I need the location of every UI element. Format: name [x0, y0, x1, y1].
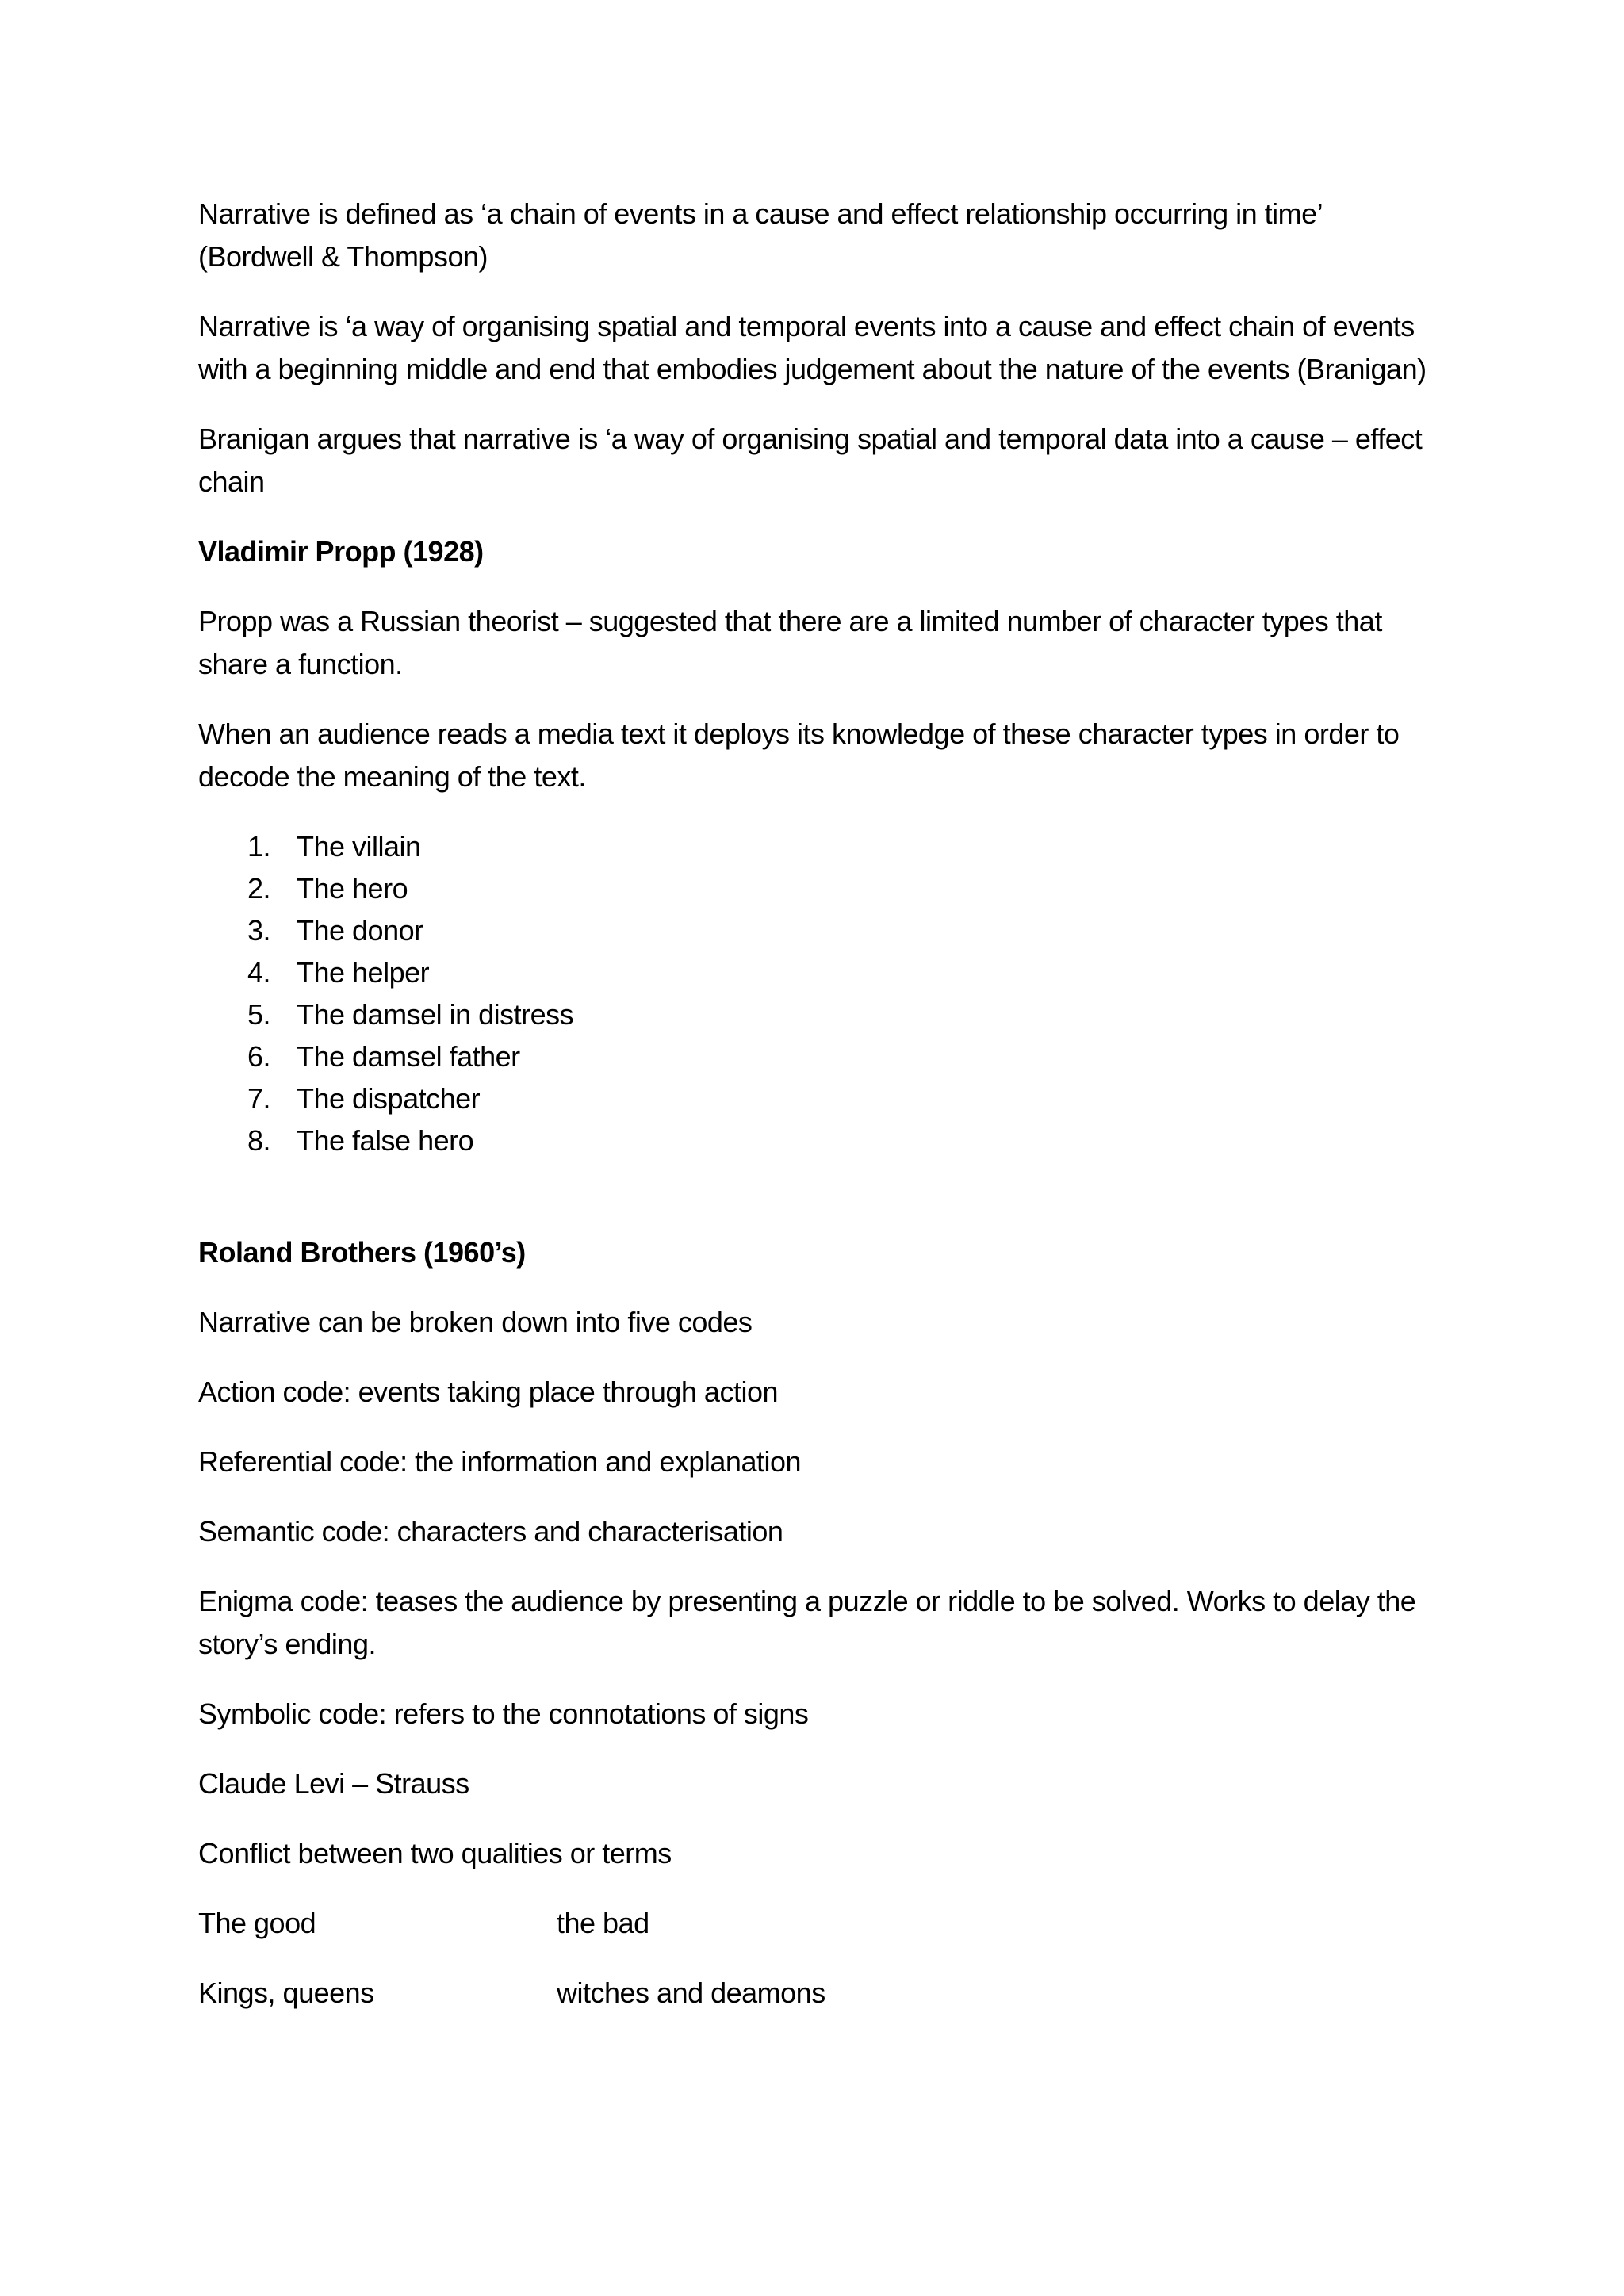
list-item	[198, 909, 1443, 951]
paragraph-narrative-definition-branigan: Narrative is ‘a way of organising spatial and temporal events into a cause and effect chain of events with a beginning middle and end that embodies judgement about the nature of the events (Branigan)	[198, 310, 1427, 385]
paragraph-propp-audience: When an audience reads a media text it deploys its knowledge of these character types in order to decode the meaning of the text.	[198, 718, 1400, 793]
list-number: 5.	[247, 998, 271, 1031]
document-body	[198, 193, 1443, 2042]
opposition-right: the bad	[557, 1907, 649, 1939]
list-text: The dispatcher	[297, 1082, 481, 1115]
list-number: 7.	[247, 1082, 271, 1115]
blank-line	[198, 1188, 1443, 1231]
paragraph-five-codes: Narrative can be broken down into five codes	[198, 1306, 753, 1338]
opposition-right: witches and deamons	[557, 1976, 825, 2009]
opposition-left: Kings, queens	[198, 1976, 374, 2009]
list-number: 4.	[247, 956, 271, 989]
paragraph-branigan-argument: Branigan argues that narrative is ‘a way of organising spatial and temporal data into a cause – effect chain	[198, 423, 1423, 498]
paragraph-levi-strauss: Claude Levi – Strauss	[198, 1767, 469, 1800]
list-text: The helper	[297, 956, 430, 989]
list-number: 6.	[247, 1040, 271, 1073]
list-text: The false hero	[297, 1124, 474, 1157]
paragraph-action-code: Action code: events taking place through action	[198, 1376, 778, 1408]
list-number: 2.	[247, 872, 271, 905]
paragraph-propp-theory: Propp was a Russian theorist – suggested that there are a limited number of character types that share a function.	[198, 605, 1382, 680]
list-number: 1.	[247, 830, 271, 863]
paragraph-semantic-code: Semantic code: characters and characterisation	[198, 1515, 783, 1548]
list-text: The hero	[297, 872, 408, 905]
list-item	[198, 1035, 1443, 1077]
paragraph-referential-code: Referential code: the information and explanation	[198, 1445, 802, 1478]
list-item	[198, 951, 1443, 993]
paragraph-symbolic-code: Symbolic code: refers to the connotations of signs	[198, 1697, 809, 1730]
opposition-left: The good	[198, 1907, 316, 1939]
list-text: The damsel father	[297, 1040, 520, 1073]
binary-opposition-row	[198, 1902, 1443, 1945]
list-item	[198, 867, 1443, 909]
list-text: The villain	[297, 830, 421, 863]
list-text: The damsel in distress	[297, 998, 574, 1031]
paragraph-conflict: Conflict between two qualities or terms	[198, 1837, 672, 1869]
list-item	[198, 1119, 1443, 1161]
list-item	[198, 993, 1443, 1035]
propp-character-list	[198, 825, 1443, 1161]
paragraph-enigma-code: Enigma code: teases the audience by presenting a puzzle or riddle to be solved. Works to delay the story’s ending.	[198, 1585, 1416, 1660]
heading-propp: Vladimir Propp (1928)	[198, 535, 484, 568]
list-text: The donor	[297, 914, 423, 947]
list-number: 3.	[247, 914, 271, 947]
list-item	[198, 1077, 1443, 1119]
heading-roland-brothers: Roland Brothers (1960’s)	[198, 1236, 526, 1269]
list-number: 8.	[247, 1124, 271, 1157]
list-item	[198, 825, 1443, 867]
paragraph-narrative-definition-bordwell: Narrative is defined as ‘a chain of events in a cause and effect relationship occurring in time’ (Bordwell & Thompson)	[198, 197, 1322, 273]
binary-opposition-row	[198, 1972, 1443, 2015]
